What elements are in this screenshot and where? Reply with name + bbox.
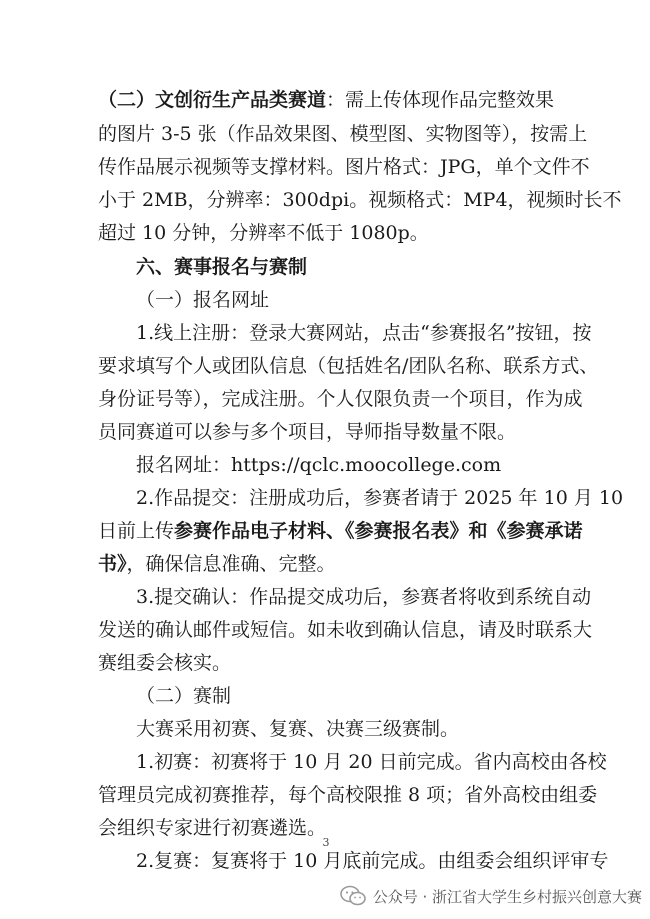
text: ：需上传体现作品完整效果 [326, 89, 555, 111]
footer-text: 公众号 · 浙江省大学生乡村振兴创意大赛 [372, 887, 642, 906]
paragraph-line: 的图片 3-5 张（作品效果图、模型图、实物图等），按需上 [98, 123, 588, 145]
paragraph-line [98, 552, 554, 576]
paragraph-line [98, 519, 583, 543]
wechat-icon [339, 884, 367, 908]
paragraph-line: 赛组委会核实。 [98, 652, 232, 674]
paragraph-line [98, 88, 554, 112]
page-number: 3 [322, 836, 330, 849]
paragraph-line: 超过 10 分钟，分辨率不低于 1080p。 [98, 222, 429, 244]
paragraph-line: 1.初赛：初赛将于 10 月 20 日前完成。省内高校由各校 [136, 751, 607, 773]
paragraph-line: 发送的确认邮件或短信。如未收到确认信息，请及时联系大 [98, 619, 593, 641]
paragraph-line: 小于 2MB，分辨率：300dpi。视频格式：MP4，视频时长不 [98, 189, 622, 211]
paragraph-line: 1.线上注册：登录大赛网站，点击“参赛报名”按钮，按 [136, 322, 592, 344]
bold-heading: （二）文创衍生产品类赛道 [98, 89, 327, 111]
paragraph-line: 管理员完成初赛推荐，每个高校限推 8 项；省外高校由组委 [98, 784, 598, 806]
wechat-footer [339, 882, 642, 910]
paragraph-line: 大赛采用初赛、复赛、决赛三级赛制。 [136, 718, 460, 740]
registration-url: 报名网址：https://qclc.moocollege.com [136, 454, 502, 476]
paragraph-line: 2.复赛：复赛将于 10 月底前完成。由组委会组织评审专 [136, 850, 609, 872]
subsection-title: （二）赛制 [136, 685, 232, 707]
text: 日前上传 [98, 520, 175, 542]
bold-text: 参赛作品电子材料、《参赛报名表》和《参赛承诺 [174, 520, 583, 542]
paragraph-line: 3.提交确认：作品提交成功后，参赛者将收到系统自动 [136, 586, 592, 608]
bold-text: 书》 [98, 553, 127, 575]
paragraph-line: 身份证号等），完成注册。个人仅限负责一个项目，作为成 [98, 388, 583, 410]
subsection-title: （一）报名网址 [136, 289, 270, 311]
paragraph-line: 会组织专家进行初赛遴选。 [98, 817, 327, 839]
paragraph-line: 要求填写个人或团队信息（包括姓名/团队名称、联系方式、 [98, 355, 599, 377]
paragraph-line: 传作品展示视频等支撑材料。图片格式：JPG，单个文件不 [98, 156, 590, 178]
section-title: 六、赛事报名与赛制 [136, 256, 308, 278]
text: ，确保信息准确、完整。 [126, 553, 336, 575]
paragraph-line: 2.作品提交：注册成功后，参赛者请于 2025 年 10 月 10 [136, 487, 624, 509]
paragraph-line: 员同赛道可以参与多个项目，导师指导数量不限。 [98, 421, 517, 443]
